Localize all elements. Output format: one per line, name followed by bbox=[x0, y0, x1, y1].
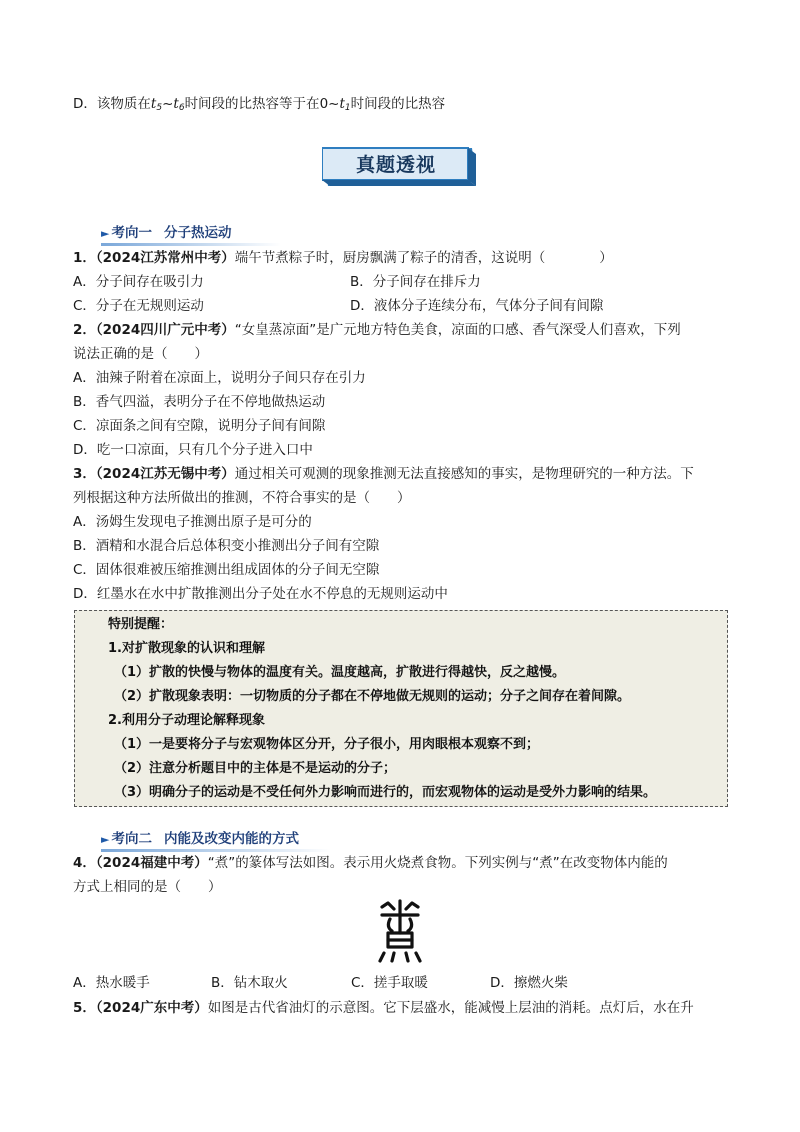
section-underline-2 bbox=[101, 849, 331, 852]
q1-option-b: B．分子间存在排斥力 bbox=[350, 274, 481, 290]
q2-option-c: C．凉面条之间有空隙，说明分子间有间隙 bbox=[73, 418, 326, 434]
tips-item-1-2: （2）扩散现象表明：一切物质的分子都在不停地做无规则的运动；分子之间存在着间隙。 bbox=[114, 689, 631, 704]
section-heading-2: ► 考向二 内能及改变内能的方式 bbox=[101, 831, 299, 847]
q3-option-b: B．酒精和水混合后总体积变小推测出分子间有空隙 bbox=[73, 538, 380, 554]
q3-option-c: C．固体很难被压缩推测出组成固体的分子间无空隙 bbox=[73, 562, 380, 578]
tips-heading-2: 2.利用分子动理论解释现象 bbox=[108, 713, 265, 728]
q4-option-b: B．钻木取火 bbox=[211, 975, 288, 991]
q3-option-a: A．汤姆生发现电子推测出原子是可分的 bbox=[73, 514, 312, 530]
question-3-cont: 列根据这种方法所做出的推测，不符合事实的是（ ） bbox=[73, 490, 411, 506]
triangle-marker-icon: ► bbox=[101, 227, 110, 240]
q2-option-b: B．香气四溢，表明分子在不停地做热运动 bbox=[73, 394, 326, 410]
banner-title: 真题透视 bbox=[355, 154, 436, 176]
tips-item-2-1: （1）一是要将分子与宏观物体区分开，分子很小，用肉眼根本观察不到； bbox=[114, 737, 540, 752]
question-2: 2．（2024四川广元中考）“女皇蒸凉面”是广元地方特色美食，凉面的口感、香气深受人们喜欢，下列 bbox=[73, 322, 681, 338]
q1-option-d: D．液体分子连续分布，气体分子间有间隙 bbox=[350, 298, 604, 314]
q4-option-c: C．搓手取暖 bbox=[351, 975, 428, 991]
q3-option-d: D．红墨水在水中扩散推测出分子处在水不停息的无规则运动中 bbox=[73, 586, 448, 602]
question-2-cont: 说法正确的是（ ） bbox=[73, 346, 208, 362]
tips-item-1-1: （1）扩散的快慢与物体的温度有关。温度越高，扩散进行得越快，反之越慢。 bbox=[114, 665, 566, 680]
q2-option-d: D．吃一口凉面，只有几个分子进入口中 bbox=[73, 442, 313, 458]
tips-heading-1: 1.对扩散现象的认识和理解 bbox=[108, 641, 265, 656]
section-underline-1 bbox=[101, 243, 281, 246]
q2-option-a: A．油辣子附着在凉面上，说明分子间只存在引力 bbox=[73, 370, 366, 386]
question-1: 1．（2024江苏常州中考）端午节煮粽子时，厨房飘满了粽子的清香，这说明（ ） bbox=[73, 250, 613, 266]
tips-item-2-3: （3）明确分子的运动是不受任何外力影响而进行的，而宏观物体的运动是受外力影响的结果。 bbox=[114, 785, 657, 800]
tips-item-2-2: （2）注意分析题目中的主体是不是运动的分子； bbox=[114, 761, 397, 776]
q4-option-d: D．擦燃火柴 bbox=[490, 975, 568, 991]
q1-option-a: A．分子间存在吸引力 bbox=[73, 274, 204, 290]
q4-option-a: A．热水暖手 bbox=[73, 975, 150, 991]
q1-option-c: C．分子在无规则运动 bbox=[73, 298, 204, 314]
section-heading-1: ► 考向一 分子热运动 bbox=[101, 225, 232, 241]
special-tips-box bbox=[74, 610, 728, 807]
section-banner bbox=[322, 146, 478, 188]
question-4: 4．（2024福建中考）“煮”的篆体写法如图。表示用火烧煮食物。下列实例与“煮”在改变物体内能的 bbox=[73, 855, 668, 871]
seal-script-zhu-image bbox=[376, 899, 424, 965]
tips-title: 特别提醒： bbox=[108, 617, 174, 632]
question-4-cont: 方式上相同的是（ ） bbox=[73, 879, 222, 895]
triangle-marker-icon: ► bbox=[101, 833, 110, 846]
option-d-top: D．该物质在$t_5\sim t_6$时间段的比热容等于在$0\sim t_1$时间段的比热容 bbox=[73, 96, 446, 113]
question-5: 5．（2024广东中考）如图是古代省油灯的示意图。它下层盛水，能减慢上层油的消耗。点灯后，水在升 bbox=[73, 1000, 694, 1016]
question-3: 3．（2024江苏无锡中考）通过相关可观测的现象推测无法直接感知的事实，是物理研究的一种方法。下 bbox=[73, 466, 694, 482]
